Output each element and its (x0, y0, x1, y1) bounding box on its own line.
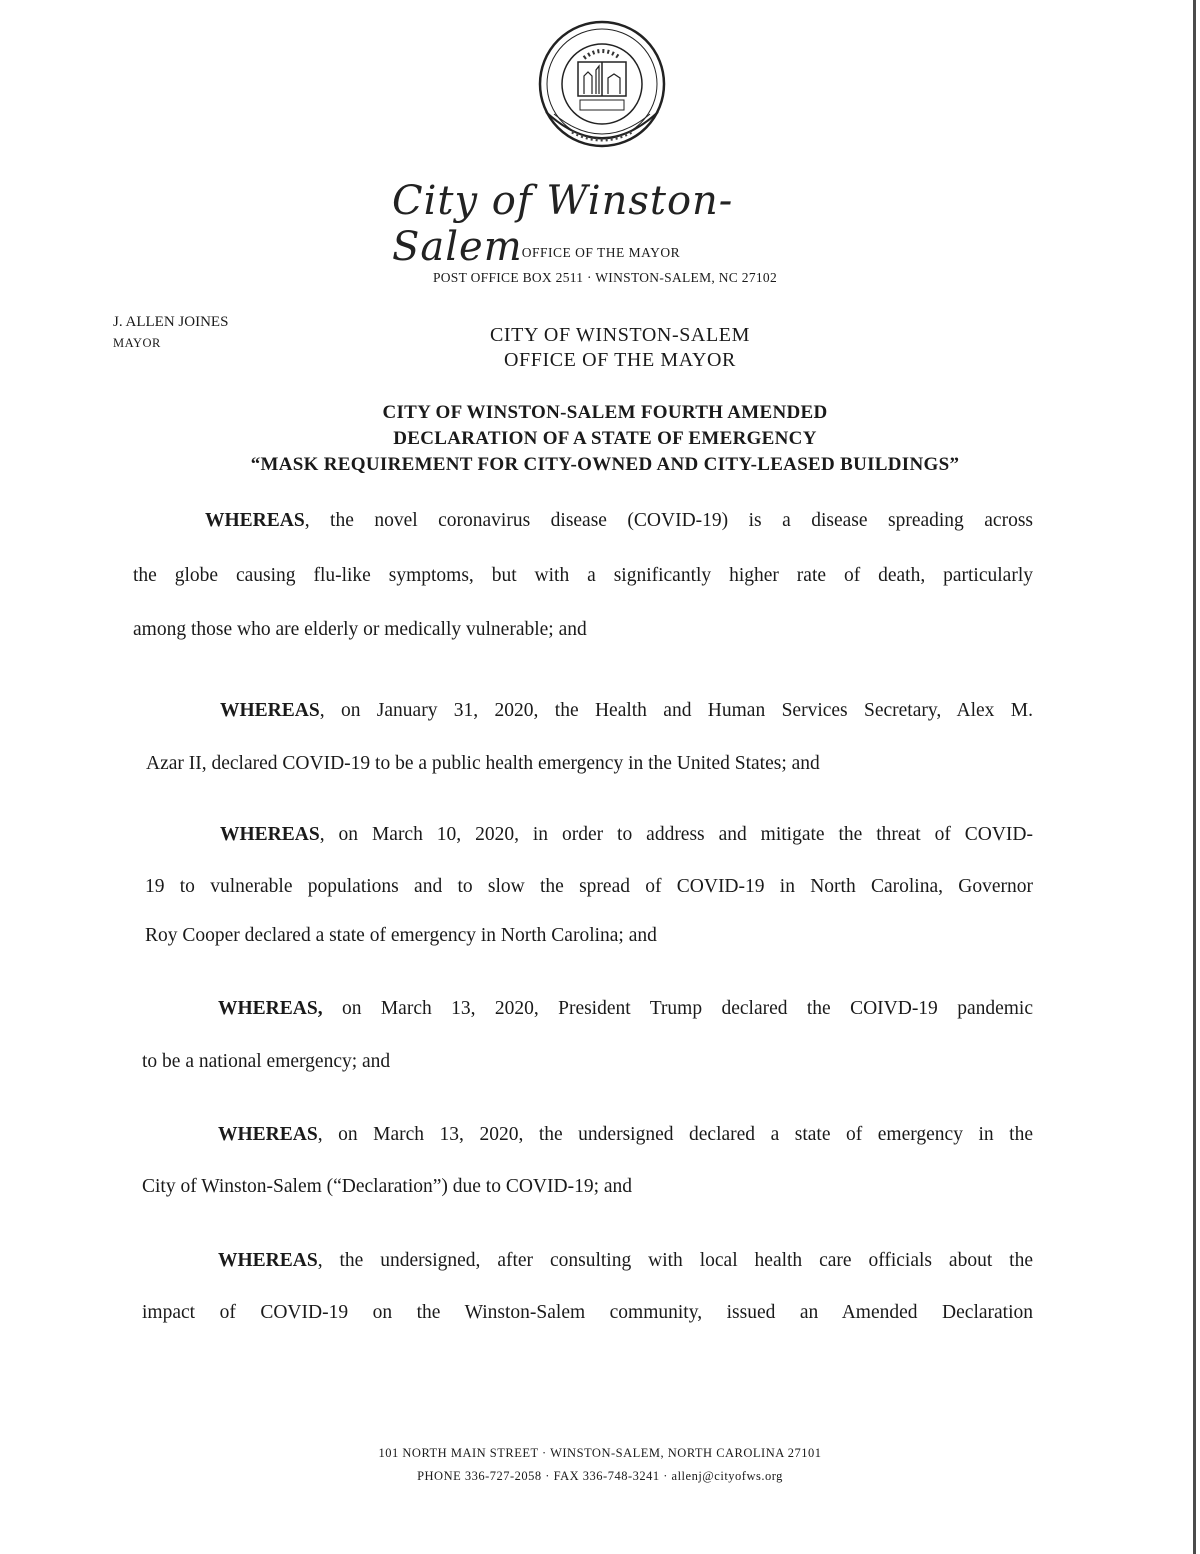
declaration-title-line-3: “MASK REQUIREMENT FOR CITY-OWNED AND CITY-LEASED BUILDINGS” (250, 454, 960, 475)
whereas-label: WHEREAS (218, 1250, 318, 1271)
paragraph-text: , the undersigned, after consulting with local health care officials about the (317, 1250, 1033, 1271)
declaration-title-line-1: CITY OF WINSTON-SALEM FOURTH AMENDED (382, 402, 828, 423)
whereas-label: WHEREAS (220, 824, 320, 845)
paragraph-3-line-3: Roy Cooper declared a state of emergency in North Carolina; and (145, 925, 657, 946)
heading-office: OFFICE OF THE MAYOR (503, 349, 736, 371)
paragraph-text: , on March 13, 2020, the undersigned declared a state of emergency in the (317, 1124, 1033, 1145)
paragraph-text: , the novel coronavirus disease (COVID-19) is a disease spreading across (304, 510, 1033, 531)
heading-city: CITY OF WINSTON-SALEM (489, 324, 750, 346)
city-script-text: City of Winston-Salem (392, 178, 734, 270)
city-seal-icon (532, 14, 672, 162)
paragraph-text: , on March 10, 2020, in order to address and mitigate the threat of COVID- (319, 824, 1033, 845)
paragraph-text: , on January 31, 2020, the Health and Human Services Secretary, Alex M. (319, 700, 1033, 721)
footer-address: 101 NORTH MAIN STREET · WINSTON-SALEM, NORTH CAROLINA 27101 (378, 1446, 822, 1460)
paragraph-5-line-2: City of Winston-Salem (“Declaration”) due to COVID-19; and (142, 1176, 633, 1197)
paragraph-3-line-2: 19 to vulnerable populations and to slow the spread of COVID-19 in North Carolina, Governor (145, 876, 1033, 897)
paragraph-6-line-2: impact of COVID-19 on the Winston-Salem community, issued an Amended Declaration (142, 1302, 1033, 1323)
paragraph-1-line-3: among those who are elderly or medically vulnerable; and (133, 619, 587, 640)
paragraph-6-line-1 (218, 1250, 1033, 1272)
paragraph-4-line-1 (218, 998, 1033, 1020)
mayor-title: MAYOR (113, 336, 161, 350)
whereas-label: WHEREAS (220, 700, 320, 721)
paragraph-5-line-1 (218, 1124, 1033, 1146)
whereas-label: WHEREAS (205, 510, 305, 531)
paragraph-2-line-1 (220, 700, 1033, 722)
scan-edge-line (1193, 0, 1196, 1554)
whereas-label: WHEREAS (218, 1124, 318, 1145)
paragraph-2-line-2: Azar II, declared COVID-19 to be a public health emergency in the United States; and (146, 753, 820, 774)
whereas-label: WHEREAS, (218, 998, 323, 1019)
letterhead-office: OFFICE OF THE MAYOR (521, 245, 681, 260)
declaration-title-line-2: DECLARATION OF A STATE OF EMERGENCY (393, 428, 817, 449)
paragraph-1-line-2: the globe causing flu-like symptoms, but with a significantly higher rate of death, particularly (133, 565, 1033, 586)
paragraph-1-line-1 (205, 510, 1033, 532)
paragraph-3-line-1 (220, 824, 1033, 846)
footer-contact: PHONE 336-727-2058 · FAX 336-748-3241 · allenj@cityofws.org (417, 1469, 783, 1483)
mayor-name: J. ALLEN JOINES (113, 314, 229, 330)
paragraph-text: on March 13, 2020, President Trump declared the COIVD-19 pandemic (322, 998, 1033, 1019)
letterhead-address: POST OFFICE BOX 2511 · WINSTON-SALEM, NC 27102 (432, 270, 778, 285)
paragraph-4-line-2: to be a national emergency; and (142, 1051, 391, 1072)
